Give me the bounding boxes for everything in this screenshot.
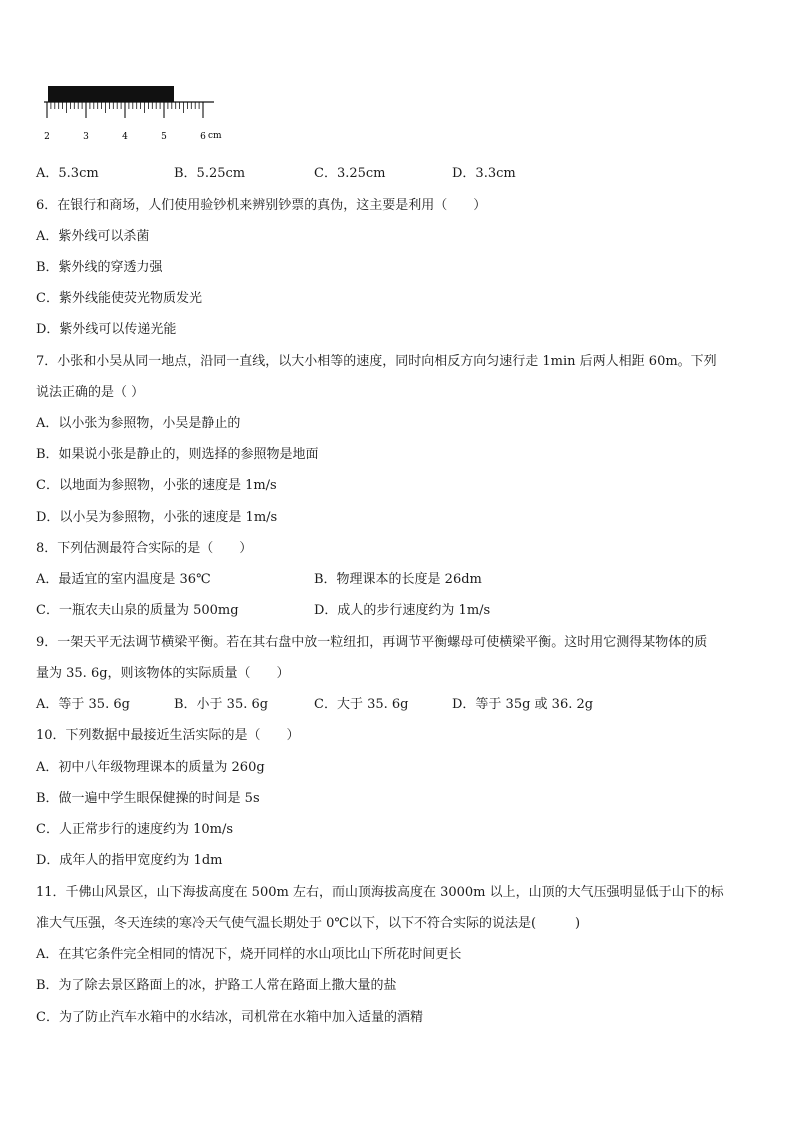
q11-stem-line-2: 准大气压强，冬天连续的寒冷天气使气温长期处于 0℃以下，以下不符合实际的说法是( ): [36, 916, 581, 931]
q5-option-a[interactable]: A．5.3cm: [36, 166, 99, 181]
q9-option-b[interactable]: B．小于 35. 6g: [174, 697, 269, 712]
q11-stem-line-1: 11．千佛山风景区，山下海拔高度在 500m 左右，而山顶海拔高度在 3000m 以上，山顶的大气压强明显低于山下的标: [36, 885, 724, 900]
ruler-label-4: 4: [122, 132, 128, 142]
q6-option-b[interactable]: B．紫外线的穿透力强: [36, 260, 163, 275]
q11-option-a[interactable]: A．在其它条件完全相同的情况下，烧开同样的水山项比山下所花时间更长: [36, 947, 462, 962]
q9-option-a[interactable]: A．等于 35. 6g: [36, 697, 130, 712]
q8-stem: 8．下列估测最符合实际的是（ ）: [36, 541, 253, 556]
q7-stem-line-1: 7．小张和小吴从同一地点，沿同一直线，以大小相等的速度，同时向相反方向匀速行走 1min 后两人相距 60m。下列: [36, 354, 717, 369]
q5-option-d[interactable]: D．3.3cm: [452, 166, 516, 181]
q5-option-b[interactable]: B．5.25cm: [174, 166, 246, 181]
ruler-ticks: [47, 102, 203, 118]
q8-options-row-2: [36, 602, 756, 620]
q9-option-c[interactable]: C．大于 35. 6g: [314, 697, 409, 712]
q10-option-b[interactable]: B．做一遍中学生眼保健操的时间是 5s: [36, 791, 260, 806]
ruler-unit: cm: [208, 131, 222, 141]
q9-options: [36, 696, 756, 714]
q5-option-c[interactable]: C．3.25cm: [314, 166, 386, 181]
q8-option-a[interactable]: A．最适宜的室内温度是 36℃: [36, 572, 211, 587]
q7-option-a[interactable]: A．以小张为参照物，小吴是静止的: [36, 416, 241, 431]
q7-stem-line-2: 说法正确的是（ ）: [36, 385, 145, 400]
ruler-label-6: 6: [200, 132, 206, 142]
q8-options-row-1: [36, 571, 756, 589]
ruler-label-3: 3: [83, 132, 89, 142]
q10-option-c[interactable]: C．人正常步行的速度约为 10m/s: [36, 822, 233, 837]
q8-option-c[interactable]: C．一瓶农夫山泉的质量为 500mg: [36, 603, 239, 618]
measured-block: [48, 86, 174, 102]
q6-option-d[interactable]: D．紫外线可以传递光能: [36, 322, 177, 337]
q7-option-c[interactable]: C．以地面为参照物，小张的速度是 1m/s: [36, 478, 277, 493]
q11-option-b[interactable]: B．为了除去景区路面上的冰，护路工人常在路面上撒大量的盐: [36, 978, 397, 993]
ruler-label-5: 5: [161, 132, 167, 142]
q6-option-a[interactable]: A．紫外线可以杀菌: [36, 229, 150, 244]
ruler-label-2: 2: [44, 132, 50, 142]
q6-option-c[interactable]: C．紫外线能使荧光物质发光: [36, 291, 202, 306]
q10-stem: 10．下列数据中最接近生活实际的是（ ）: [36, 728, 300, 743]
q10-option-a[interactable]: A．初中八年级物理课本的质量为 260g: [36, 760, 265, 775]
q6-stem: 6．在银行和商场，人们使用验钞机来辨别钞票的真伪，这主要是利用（ ）: [36, 198, 487, 213]
q7-option-b[interactable]: B．如果说小张是静止的，则选择的参照物是地面: [36, 447, 319, 462]
q9-stem-line-1: 9．一架天平无法调节横梁平衡。若在其右盘中放一粒纽扣，再调节平衡螺母可使横梁平衡。这时用它测得某物体的质: [36, 635, 708, 650]
q8-option-b[interactable]: B．物理课本的长度是 26dm: [314, 572, 482, 587]
q8-option-d[interactable]: D．成人的步行速度约为 1m/s: [314, 603, 491, 618]
q9-stem-line-2: 量为 35. 6g，则该物体的实际质量（ ）: [36, 666, 290, 681]
q10-option-d[interactable]: D．成年人的指甲宽度约为 1dm: [36, 853, 223, 868]
q9-option-d[interactable]: D．等于 35g 或 36. 2g: [452, 697, 594, 712]
q11-option-c[interactable]: C．为了防止汽车水箱中的水结冰，司机常在水箱中加入适量的酒精: [36, 1010, 423, 1025]
ruler-figure: [40, 84, 230, 150]
q7-option-d[interactable]: D．以小吴为参照物，小张的速度是 1m/s: [36, 510, 278, 525]
q5-options: [36, 165, 756, 183]
